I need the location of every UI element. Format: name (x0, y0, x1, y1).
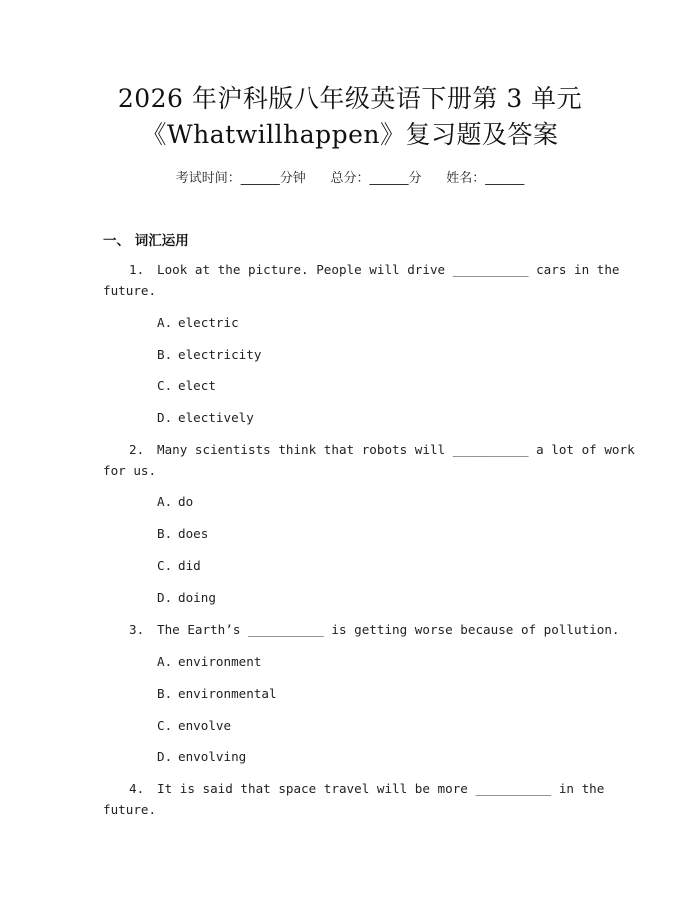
document-title-line1: 2026 年沪科版八年级英语下册第 3 单元 (117, 84, 583, 113)
question-number: 4. (129, 781, 145, 796)
section-heading: 一、 词汇运用 (103, 233, 189, 249)
question-1-line2: future. (103, 283, 157, 298)
question-2-line2: for us. (103, 463, 157, 478)
question-number: 3. (129, 622, 145, 637)
option-2b: B. does (157, 526, 209, 541)
question-3-line1 (103, 622, 620, 637)
document-title-line2: 《Whatwillhappen》复习题及答案 (141, 120, 559, 149)
option-1d: D. electively (157, 410, 254, 425)
option-2c: C. did (157, 558, 201, 573)
option-3b: B. environmental (157, 686, 277, 701)
option-1b: B. electricity (157, 347, 262, 362)
option-1c: C. elect (157, 378, 216, 393)
question-number: 1. (129, 262, 145, 277)
question-4-line2: future. (103, 802, 157, 817)
exam-info: 考试时间：______分钟 总分：______分 姓名：______ (175, 171, 525, 186)
option-3d: D. envolving (157, 749, 247, 764)
option-2a: A. do (157, 494, 194, 509)
option-1a: A. electric (157, 315, 239, 330)
question-2-line1 (103, 442, 635, 457)
option-3c: C. envolve (157, 718, 232, 733)
question-number: 2. (129, 442, 145, 457)
question-1-line1 (103, 262, 620, 277)
question-text: Look at the picture. People will drive __________ cars in the (157, 262, 620, 277)
question-text: Many scientists think that robots will __________ a lot of work (157, 442, 635, 457)
option-3a: A. environment (157, 654, 262, 669)
question-text: It is said that space travel will be more __________ in the (157, 781, 605, 796)
question-4-line1 (103, 781, 603, 796)
option-2d: D. doing (157, 590, 216, 605)
question-text: The Earth’s __________ is getting worse because of pollution. (157, 622, 620, 637)
